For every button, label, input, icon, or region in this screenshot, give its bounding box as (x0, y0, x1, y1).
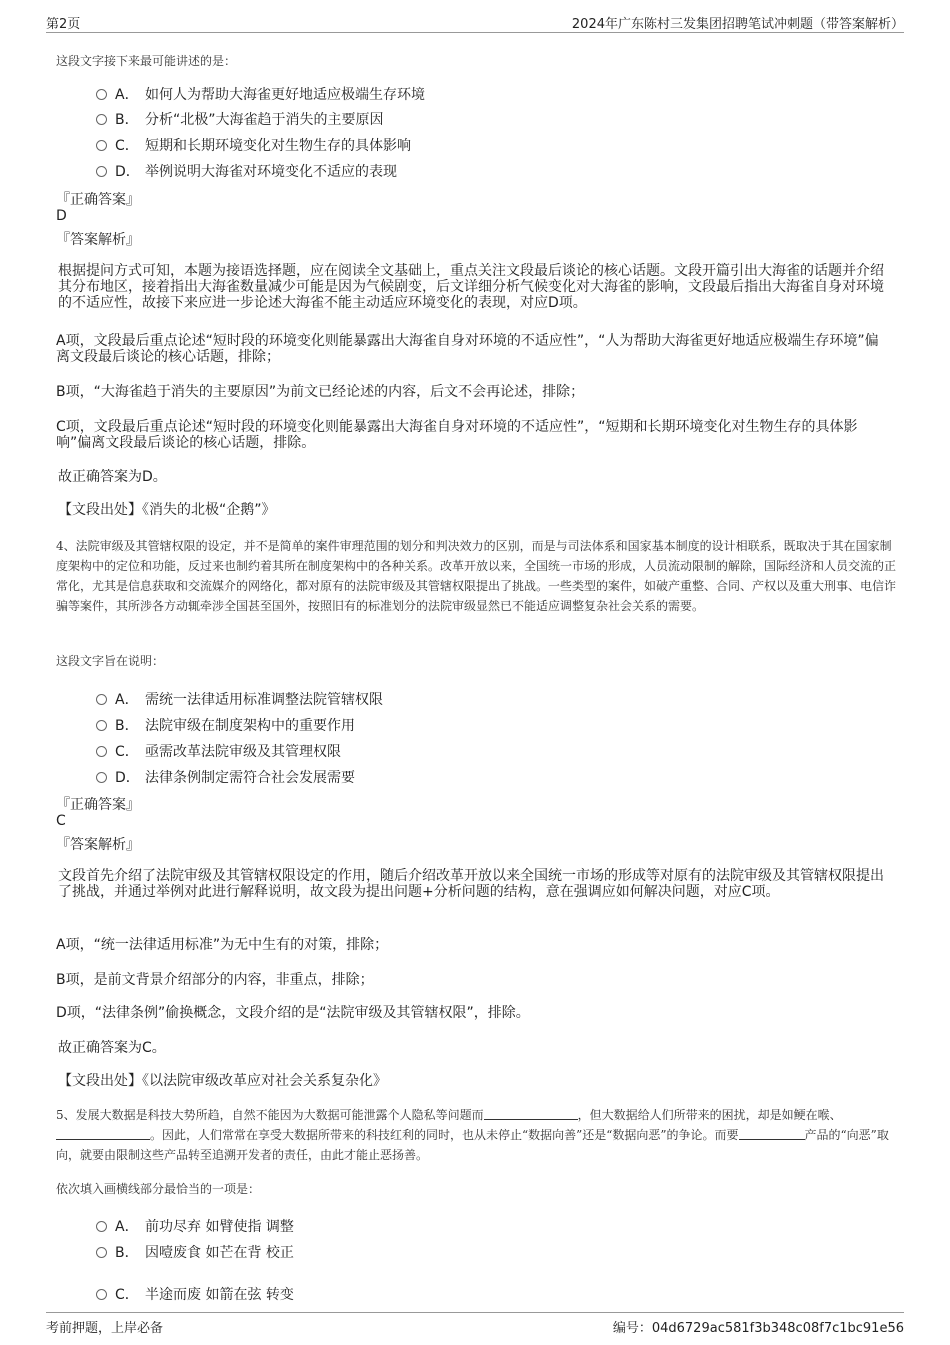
radio-icon[interactable] (96, 1247, 107, 1258)
q3-answer-label: 『正确答案』 (56, 192, 140, 208)
page-footer (46, 1312, 904, 1337)
q3-source: 【文段出处】《消失的北极“企鹅”》 (58, 502, 276, 518)
q3-option-d[interactable]: D． 举例说明大海雀对环境变化不适应的表现 (96, 161, 397, 181)
q4-analysis-main: 文段首先介绍了法院审级及其管辖权限设定的作用，随后介绍改革开放以来全国统一市场的形成等对原有的法院审级及其管辖权限提出了挑战，并通过举例对此进行解释说明，故文段为提出问题+分析问题的结构，意在强调应如何解决问题，对应C项。 (58, 868, 884, 900)
q4-analysis-b: B项，是前文背景介绍部分的内容，非重点，排除； (56, 972, 374, 988)
q5-prompt: 依次填入画横线部分最恰当的一项是： (56, 1182, 261, 1196)
answer-blank-1 (484, 1107, 578, 1120)
q3-answer: D (56, 208, 67, 224)
q5-option-b[interactable]: B． 因噎废食 如芒在背 校正 (96, 1242, 294, 1262)
q3-option-a[interactable]: A． 如何人为帮助大海雀更好地适应极端生存环境 (96, 84, 425, 104)
q4-analysis-label: 『答案解析』 (56, 837, 140, 853)
radio-icon[interactable] (96, 1289, 107, 1300)
document-title: 2024年广东陈村三发集团招聘笔试冲刺题（带答案解析） (571, 17, 904, 32)
q4-prompt: 这段文字旨在说明： (56, 654, 165, 668)
q4-option-d[interactable]: D． 法律条例制定需符合社会发展需要 (96, 767, 355, 787)
document-code: 编号：04d6729ac581f3b348c08f7c1bc91e56 (612, 1321, 904, 1336)
page-header (46, 10, 904, 33)
q4-analysis-a: A项，“统一法律适用标准”为无中生有的对策，排除； (56, 937, 389, 953)
q3-conclusion: 故正确答案为D。 (58, 469, 167, 485)
radio-icon[interactable] (96, 140, 107, 151)
footer-slogan: 考前押题，上岸必备 (46, 1321, 164, 1336)
radio-icon[interactable] (96, 114, 107, 125)
q3-analysis-b: B项，“大海雀趋于消失的主要原因”为前文已经论述的内容，后文不会再论述，排除； (56, 384, 585, 400)
q3-analysis-a: A项，文段最后重点论述“短时段的环境变化则能暴露出大海雀自身对环境的不适应性”，“人为帮助大海雀更好地适应极端生存环境”偏离文段最后谈论的核心话题，排除； (56, 333, 879, 365)
radio-icon[interactable] (96, 694, 107, 705)
q4-stem: 4、法院审级及其管辖权限的设定，并不是简单的案件审理范围的划分和判决效力的区别，而是与司法体系和国家基本制度的设计相联系，既取决于其在国家制度架构中的定位和功能，反过来也制约着其所在制度架构中的各种关系。改革开放以来，全国统一市场的形成，人员流动限制的解除，国际经济和人员交流的正常化，尤其是信息获取和交流媒介的网络化，都对原有的法院审级及其管辖权限提出了挑战。一些类型的案件，如破产重整、合同、产权以及重大刑事、电信诈骗等案件，其所涉各方动辄牵涉全国甚至国外，按照旧有的标准划分的法院审级显然已不能适应调整复杂社会关系的需要。 (56, 539, 897, 613)
q5-option-c[interactable]: C． 半途而废 如箭在弦 转变 (96, 1284, 294, 1304)
q4-answer: C (56, 813, 66, 829)
q4-option-a[interactable]: A． 需统一法律适用标准调整法院管辖权限 (96, 689, 383, 709)
radio-icon[interactable] (96, 720, 107, 731)
q4-conclusion: 故正确答案为C。 (58, 1040, 166, 1056)
q3-prompt: 这段文字接下来最可能讲述的是： (56, 54, 237, 68)
radio-icon[interactable] (96, 772, 107, 783)
q5-option-a[interactable]: A． 前功尽弃 如臂使指 调整 (96, 1216, 294, 1236)
q3-option-c[interactable]: C． 短期和长期环境变化对生物生存的具体影响 (96, 135, 411, 155)
radio-icon[interactable] (96, 166, 107, 177)
radio-icon[interactable] (96, 746, 107, 757)
radio-icon[interactable] (96, 89, 107, 100)
q4-source: 【文段出处】《以法院审级改革应对社会关系复杂化》 (58, 1073, 387, 1089)
q4-answer-label: 『正确答案』 (56, 797, 140, 813)
q4-option-b[interactable]: B． 法院审级在制度架构中的重要作用 (96, 715, 355, 735)
q5-stem: 5、发展大数据是科技大势所趋，自然不能因为大数据可能泄露个人隐私等问题而 ，但大数据给人们所带来的困扰，却是如鲠在喉、。因此，人们常常在享受大数据所带来的科技红利的同时，也从未停止“数据向善”还是“数据向恶”的争论。而要 产品的“向恶”取向，就要由限制这些产品转至追溯开发者的责任，由此才能止恶扬善。 (56, 1108, 889, 1162)
q3-analysis-label: 『答案解析』 (56, 232, 140, 248)
page-number: 第2页 (46, 17, 81, 32)
q3-option-b[interactable]: B． 分析“北极”大海雀趋于消失的主要原因 (96, 109, 384, 129)
q3-analysis-c: C项，文段最后重点论述“短时段的环境变化则能暴露出大海雀自身对环境的不适应性”，“短期和长期环境变化对生物生存的具体影响”偏离文段最后谈论的核心话题，排除。 (56, 419, 858, 451)
answer-blank-3 (739, 1127, 805, 1140)
q3-analysis-main: 根据提问方式可知，本题为接语选择题，应在阅读全文基础上，重点关注文段最后谈论的核心话题。文段开篇引出大海雀的话题并介绍其分布地区，接着指出大海雀数量减少可能是因为气候剧变，后文详细分析气候变化对大海雀的影响，文段最后指出大海雀自身对环境的不适应性，故接下来应进一步论述大海雀不能主动适应环境变化的表现，对应D项。 (58, 263, 884, 311)
answer-blank-2 (56, 1127, 150, 1140)
q4-option-c[interactable]: C． 亟需改革法院审级及其管理权限 (96, 741, 341, 761)
q4-analysis-d: D项，“法律条例”偷换概念，文段介绍的是“法院审级及其管辖权限”，排除。 (56, 1005, 530, 1021)
radio-icon[interactable] (96, 1221, 107, 1232)
